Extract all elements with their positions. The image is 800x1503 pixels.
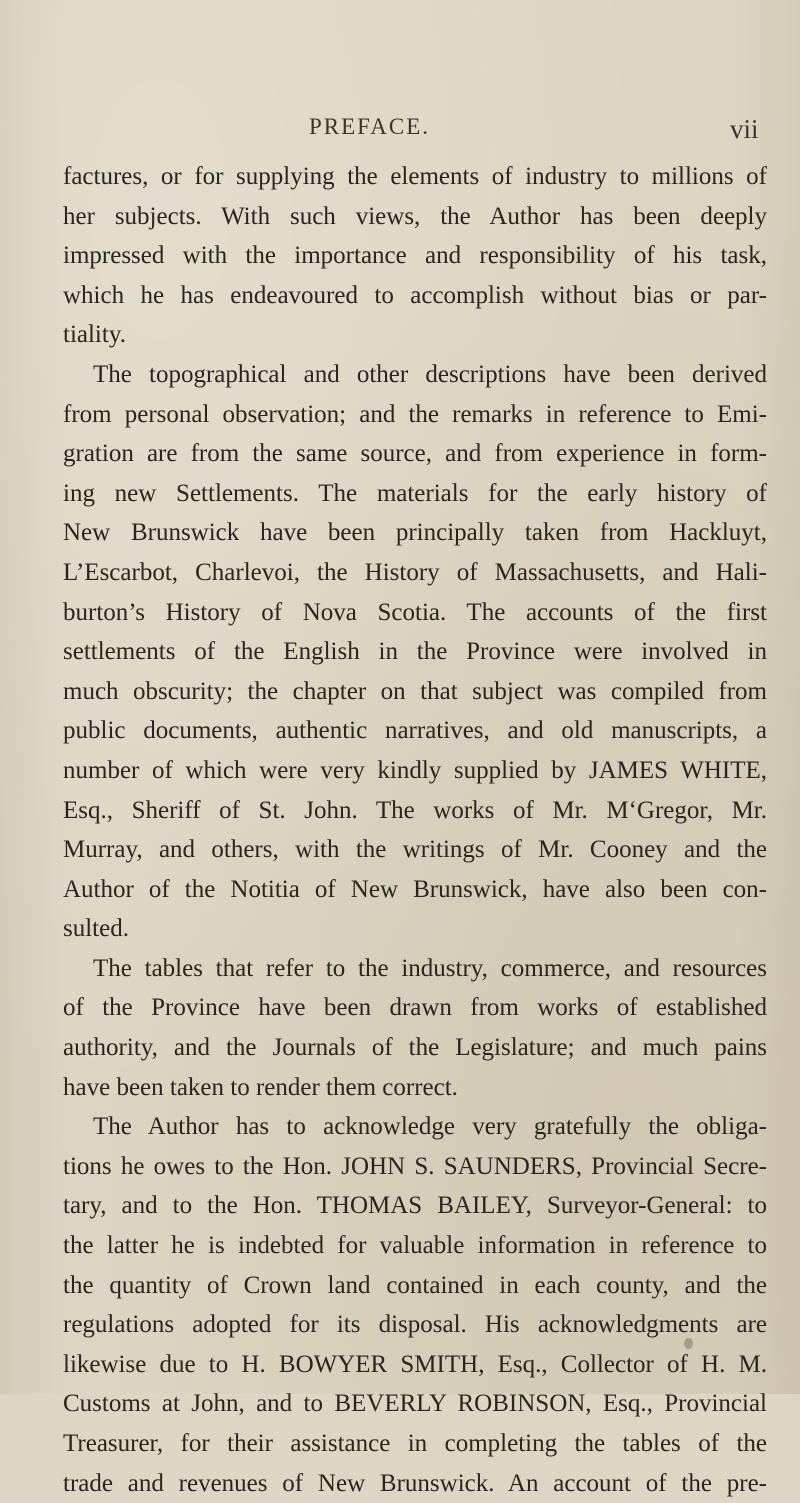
text-line: gration are from the same source, and from experience in form- bbox=[63, 440, 767, 468]
text-line: New Brunswick have been principally taken from Hackluyt, bbox=[63, 519, 767, 547]
text-line: The topographical and other descriptions have been derived bbox=[93, 360, 767, 388]
text-line: tiality. bbox=[63, 321, 126, 349]
text-line: trade and revenues of New Brunswick. An account of the pre- bbox=[63, 1469, 767, 1497]
text-line: factures, or for supplying the elements of industry to millions of bbox=[63, 163, 767, 190]
text-line: which he has endeavoured to accomplish without bias or par- bbox=[63, 281, 767, 309]
page-number: vii bbox=[730, 114, 759, 144]
text-line: settlements of the English in the Province were involved in bbox=[63, 638, 767, 666]
text-line: Murray, and others, with the writings of Mr. Cooney and the bbox=[63, 836, 767, 864]
text-line: number of which were very kindly supplied by JAMES WHITE, bbox=[63, 756, 767, 784]
text-line: authority, and the Journals of the Legislature; and much pains bbox=[63, 1034, 767, 1062]
text-line: ing new Settlements. The materials for the early history of bbox=[63, 479, 767, 507]
text-line: tary, and to the Hon. THOMAS BAILEY, Surveyor-General: to bbox=[63, 1192, 767, 1220]
running-head bbox=[0, 102, 800, 142]
text-line: Customs at John, and to BEVERLY ROBINSON, Esq., Provincial bbox=[63, 1390, 767, 1418]
text-line: Esq., Sheriff of St. John. The works of Mr. M‘Gregor, Mr. bbox=[63, 796, 767, 824]
text-line: regulations adopted for its disposal. His acknowledgments are bbox=[63, 1311, 767, 1339]
running-title: PREFACE. bbox=[309, 114, 431, 139]
text-line: The Author has to acknowledge very gratefully the obliga- bbox=[93, 1113, 767, 1141]
text-line: sulted. bbox=[63, 915, 129, 943]
text-line: the latter he is indebted for valuable information in reference to bbox=[63, 1232, 767, 1260]
text-line: of the Province have been drawn from works of established bbox=[63, 994, 767, 1022]
text-line: burton’s History of Nova Scotia. The accounts of the first bbox=[63, 598, 767, 626]
text-line: tions he owes to the Hon. JOHN S. SAUNDERS, Provincial Secre- bbox=[63, 1152, 767, 1180]
text-line: likewise due to H. BOWYER SMITH, Esq., Collector of H. M. bbox=[63, 1350, 767, 1378]
text-line: public documents, authentic narratives, and old manuscripts, a bbox=[63, 717, 767, 745]
text-line: L’Escarbot, Charlevoi, the History of Massachusetts, and Hali- bbox=[63, 558, 767, 586]
text-line: Treasurer, for their assistance in completing the tables of the bbox=[63, 1430, 767, 1457]
text-line: Author of the Notitia of New Brunswick, have also been con- bbox=[63, 875, 767, 903]
text-line: have been taken to render them correct. bbox=[63, 1073, 458, 1101]
body-text bbox=[63, 157, 767, 1503]
text-line: the quantity of Crown land contained in each county, and the bbox=[63, 1271, 767, 1299]
text-line: The tables that refer to the industry, commerce, and resources bbox=[93, 954, 767, 982]
text-line: much obscurity; the chapter on that subject was compiled from bbox=[63, 677, 767, 705]
text-line: from personal observation; and the remarks in reference to Emi- bbox=[63, 400, 767, 428]
text-line: her subjects. With such views, the Author has been deeply bbox=[63, 202, 767, 230]
ink-spot bbox=[684, 1338, 693, 1349]
text-line: impressed with the importance and responsibility of his task, bbox=[63, 242, 767, 270]
